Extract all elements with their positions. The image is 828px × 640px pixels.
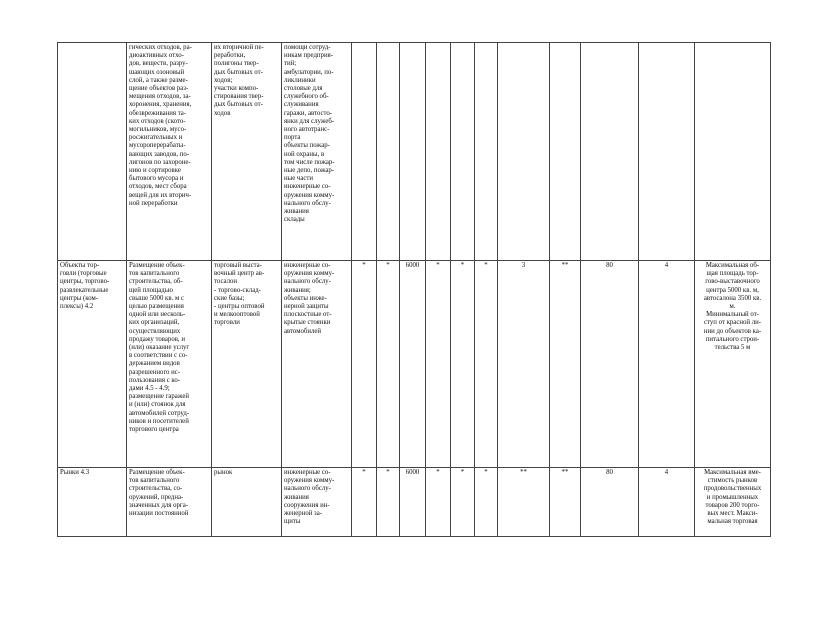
param-cell bbox=[426, 43, 451, 261]
param-cell: * bbox=[451, 261, 475, 468]
table-row bbox=[58, 43, 771, 261]
notes-cell: Максимальная вме- стимость рынков продовольственных и промышленных товаров 200 торго- вых мест. Макси- мальная торговая bbox=[695, 468, 771, 537]
param-cell bbox=[400, 43, 426, 261]
conditional-uses-cell: их вторичной пе- реработки, полигоны твер- дых бытовых от- ходов; участки компо- стирования твер- дых бытовых от- ходов bbox=[212, 43, 282, 261]
param-cell: ** bbox=[550, 468, 581, 537]
conditional-uses-cell: рынок bbox=[212, 468, 282, 537]
use-description-cell: гических отходов, ра- диоактивных отхо- дов, веществ, разру- шающих озоновый слой, а также разме- щение объектов раз- мещения отходов, за- хоронения, хранения, обезвреживания та- ких отходов (ското- могильников, мусо- росжигательных и мусороперерабаты- вающих заводов, по- лигонов по захороне- нию и сортировке бытового мусора и отходов, мест сбора вещей для их вторич- ной переработки bbox=[127, 43, 212, 261]
param-cell bbox=[377, 43, 400, 261]
param-cell: * bbox=[377, 468, 400, 537]
conditional-uses-cell: торговый выста- вочный центр ав- тосалон - торгово-склад- ские базы; - центры оптовой и мелкооптовой торговли bbox=[212, 261, 282, 468]
use-description-cell: Размещение объек- тов капитального строительства, со- оружений, предна- значенных для орга- низации постоянной bbox=[127, 468, 212, 537]
param-cell: 4 bbox=[639, 261, 695, 468]
param-cell: * bbox=[352, 261, 377, 468]
param-cell bbox=[581, 43, 639, 261]
param-cell: * bbox=[377, 261, 400, 468]
notes-cell: Максимальная об- щая площадь тор- гово-выставочного центра 5000 кв. м, автосалона 3500 кв. м. Минимальный от- ступ от красной ли- нии до объектов ка- питального строи- тельства 5 м bbox=[695, 261, 771, 468]
notes-cell bbox=[695, 43, 771, 261]
param-cell bbox=[352, 43, 377, 261]
param-cell: 6000 bbox=[400, 261, 426, 468]
param-cell: 80 bbox=[581, 261, 639, 468]
param-cell bbox=[639, 43, 695, 261]
param-cell: 4 bbox=[639, 468, 695, 537]
param-cell: 3 bbox=[498, 261, 550, 468]
param-cell: * bbox=[475, 468, 498, 537]
param-cell bbox=[550, 43, 581, 261]
param-cell: * bbox=[451, 468, 475, 537]
use-description-cell: Размещение объек- тов капитального строительства, об- щей площадью свыше 5000 кв. м с целью размещения одной или несколь- ких организаций, осуществляющих продажу товаров, и (или) оказание услуг в соответствии с со- держанием видов разрешенного ис- пользования с ко- дами 4.5 - 4.9; размещение гаражей и (или) стоянок для автомобилей сотруд- ников и посетителей торгового центра bbox=[127, 261, 212, 468]
param-cell: ** bbox=[498, 468, 550, 537]
param-cell bbox=[498, 43, 550, 261]
auxiliary-uses-cell: инженерные со- оружения комму- нального обслу- живания сооружения ин- женерной за- щиты bbox=[282, 468, 352, 537]
use-type-cell: Рынки 4.3 bbox=[58, 468, 127, 537]
param-cell: ** bbox=[550, 261, 581, 468]
table-row bbox=[58, 468, 771, 537]
use-type-cell: Объекты тор- говли (торговые центры, торгово- развлекательные центры (ком- плексы) 4.2 bbox=[58, 261, 127, 468]
param-cell: * bbox=[426, 261, 451, 468]
auxiliary-uses-cell: инженерные со- оружения комму- нального обслу- живания; объекты инже- нерной защиты плоскостные от- крытые стоянки автомобилей bbox=[282, 261, 352, 468]
param-cell bbox=[475, 43, 498, 261]
auxiliary-uses-cell: помощи сотруд- никам предприя- тий; амбулатории, по- ликлиники столовые для служебного об- служивания гаражи, автосто- янки для служеб- ного автотранс- порта объекты пожар- ной охраны, в том числе пожар- ные депо, пожар- ные части инженерные со- оружения комму- нального обслу- живания склады bbox=[282, 43, 352, 261]
param-cell: 6000 bbox=[400, 468, 426, 537]
param-cell bbox=[451, 43, 475, 261]
use-type-cell bbox=[58, 43, 127, 261]
table-row bbox=[58, 261, 771, 468]
param-cell: 80 bbox=[581, 468, 639, 537]
param-cell: * bbox=[475, 261, 498, 468]
document-page bbox=[57, 42, 770, 546]
zoning-regulations-table bbox=[57, 42, 771, 537]
param-cell: * bbox=[352, 468, 377, 537]
param-cell: * bbox=[426, 468, 451, 537]
